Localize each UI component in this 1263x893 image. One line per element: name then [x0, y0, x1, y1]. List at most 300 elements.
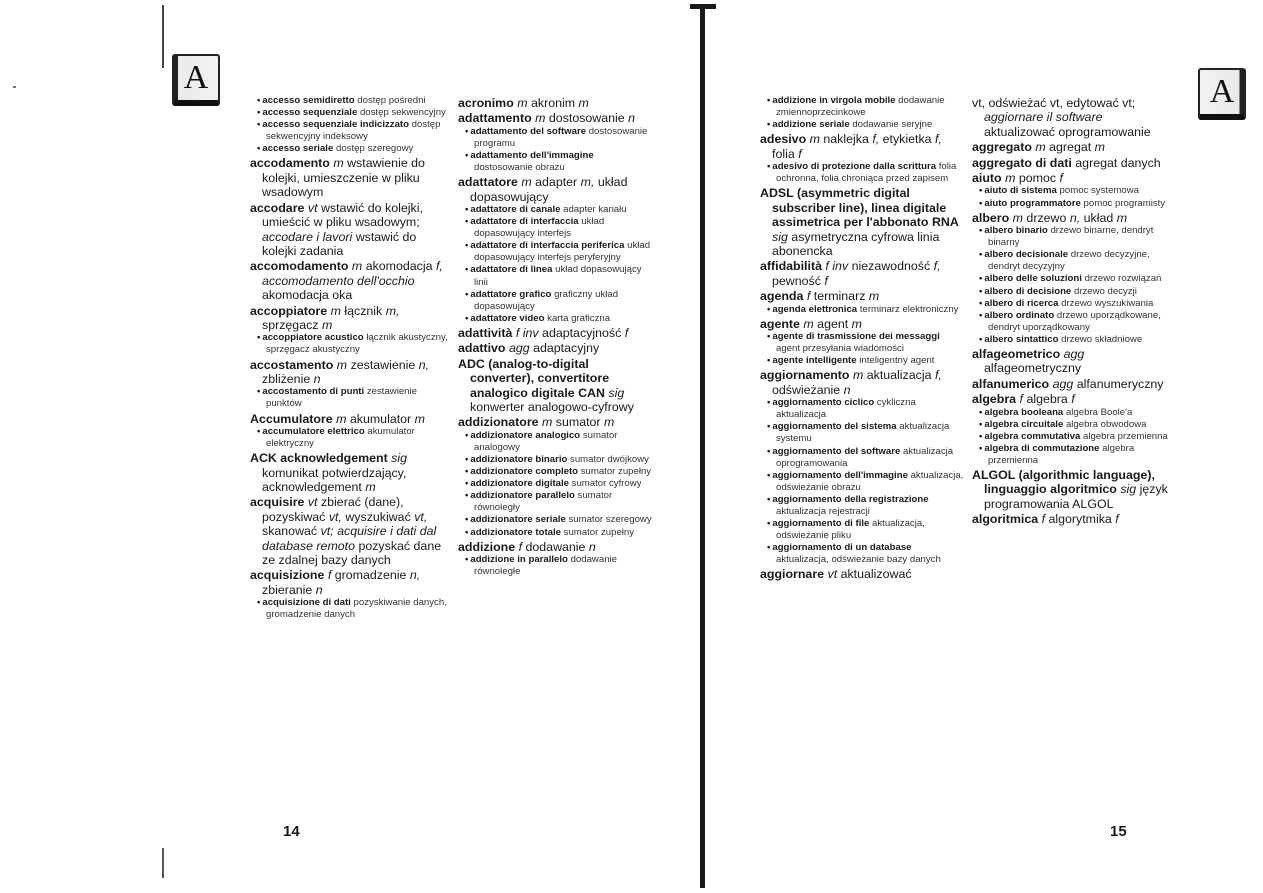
headword: addizionatore totale [470, 526, 561, 538]
headword: adattatore video [470, 312, 545, 324]
headword: addizionatore [458, 415, 539, 430]
subentry [972, 334, 1172, 346]
translation: drzewo [1026, 210, 1067, 225]
translation: niezawodność [851, 259, 931, 274]
headword: addizione in parallelo [470, 554, 568, 566]
translation: aktualizacja, odświeżanie obrazu [776, 469, 964, 493]
dictionary-entry [458, 175, 653, 204]
headword: adattamento del software [470, 125, 587, 137]
dictionary-entry [760, 186, 965, 258]
subentry-bullet: • [257, 95, 261, 106]
page-edge-rule-bottom [162, 848, 164, 878]
headword: ACK acknowledgement [250, 451, 388, 466]
subentry-bullet: • [767, 355, 771, 367]
grammar-label: n, [1069, 210, 1081, 225]
dictionary-entry [250, 358, 450, 387]
dictionary-entry [458, 415, 653, 429]
headword: ADSL (asymmetric digital subscriber line), linea digitale assimetrica per l'abbonato RNA [760, 186, 959, 230]
dictionary-entry [250, 451, 450, 494]
translation: akumulator [349, 411, 412, 426]
grammar-label: vt [827, 567, 838, 582]
dictionary-column-2 [458, 95, 653, 578]
grammar-label: m [604, 415, 615, 430]
grammar-label: f [1059, 171, 1063, 186]
dictionary-entry [760, 259, 965, 288]
grammar-label: m [535, 111, 546, 126]
subentry [760, 446, 965, 470]
grammar-label: f, [872, 132, 880, 147]
dictionary-column-1 [250, 95, 450, 621]
subentry-bullet: • [465, 526, 469, 538]
translation: dostęp sekwencyjny indeksowy [266, 119, 441, 143]
translation: akomodacja [365, 259, 433, 274]
headword: accostamento [250, 357, 334, 372]
grammar-label: f [798, 146, 802, 161]
translation: adapter [535, 175, 578, 190]
subentry-bullet: • [465, 466, 469, 478]
subentry-bullet: • [465, 312, 469, 324]
headword: adattatore grafico [470, 288, 552, 300]
headword: agenda [760, 289, 804, 304]
translation: język programowania ALGOL [984, 482, 1168, 511]
headword: addizione [458, 539, 516, 554]
subentry [760, 397, 965, 421]
grammar-label: m [803, 316, 814, 331]
subentry [760, 542, 965, 566]
grammar-label: m [868, 289, 880, 304]
headword: addizionatore parallelo [470, 490, 575, 502]
headword: addizione in virgola mobile [772, 95, 896, 106]
subentry-bullet: • [257, 143, 261, 155]
headword: Accumulatore [250, 411, 333, 426]
translation: alfanumeryczny [1076, 376, 1164, 391]
subentry-bullet: • [767, 331, 771, 343]
page-number-right: 15 [1110, 823, 1127, 840]
translation: komunikat potwierdzający, acknowledgement [262, 465, 407, 494]
translation: gromadzenie [334, 568, 407, 583]
subentry-bullet: • [465, 429, 469, 441]
translation: algebra obwodowa [1065, 418, 1147, 430]
translation: odświeżanie [772, 382, 841, 397]
translation: dodawanie seryjne [852, 119, 933, 131]
grammar-label: vt, [414, 509, 428, 524]
translation: aktualizacja, odświeżanie pliku [776, 518, 925, 542]
headword: aggiornamento del software [772, 445, 901, 457]
dictionary-entry [458, 540, 653, 554]
translation: wstawić do kolejki, umieścić w pliku wsadowym; [262, 200, 423, 230]
subentry-bullet: • [465, 216, 469, 228]
translation: terminarz elektroniczny [859, 303, 959, 315]
letter-tab-left: A [172, 54, 220, 106]
grammar-label: f [518, 539, 523, 554]
subentry-bullet: • [257, 107, 261, 119]
headword: adattatore di interfaccia periferica [470, 240, 625, 252]
translation: agregat danych [1075, 155, 1161, 170]
dictionary-column-3 [760, 95, 965, 582]
subentry [972, 407, 1172, 419]
headword: algebra circuitale [984, 418, 1064, 430]
dictionary-entry [250, 201, 450, 259]
subentry [458, 478, 653, 490]
headword: adattivo [458, 341, 506, 356]
grammar-label: n, [409, 568, 421, 583]
subentry-bullet: • [979, 185, 983, 197]
subentry-bullet: • [979, 430, 983, 442]
subentry [972, 419, 1172, 431]
headword: accesso sequenziale [262, 107, 358, 119]
grammar-label: m [578, 96, 589, 110]
subentry [760, 304, 965, 316]
subentry [458, 490, 653, 514]
translation: układ dopasowujący interfejs [474, 216, 605, 240]
headword: ADC (analog-to-digital converter), convertitore analogico digitale CAN [458, 356, 610, 400]
grammar-label: m [365, 479, 376, 494]
dictionary-entry [972, 96, 1172, 139]
right-page [640, 0, 1263, 893]
subentry-bullet: • [465, 264, 469, 276]
headword: adesivo di protezione dalla scrittura [772, 161, 937, 173]
headword: aggiornamento di un database [772, 542, 912, 554]
grammar-label: m [1005, 171, 1016, 186]
subentry [458, 454, 653, 466]
headword: agenda elettronica [772, 303, 858, 315]
grammar-label: f [1019, 392, 1023, 407]
grammar-label: m [542, 415, 553, 430]
grammar-label: vt [307, 200, 318, 215]
headword: adattatore [458, 175, 518, 190]
subentry [760, 470, 965, 494]
subentry-bullet: • [979, 273, 983, 285]
translation: konwerter analogowo-cyfrowy [470, 399, 634, 414]
grammar-label: vt, [328, 509, 342, 524]
subentry-bullet: • [767, 445, 771, 457]
headword: albero [972, 210, 1010, 225]
grammar-label: f [327, 568, 332, 583]
grammar-label: agg [508, 341, 530, 356]
translation: układ dopasowujący [470, 175, 628, 204]
headword: aggregato di dati [972, 155, 1072, 170]
headword: aggiornare [760, 567, 825, 582]
subentry-bullet: • [767, 493, 771, 505]
subentry-bullet: • [257, 332, 261, 344]
dictionary-entry [250, 568, 450, 597]
subentry-bullet: • [257, 425, 261, 437]
grammar-label: sig [772, 229, 788, 244]
translation: zbierać (dane), pozyskiwać [262, 495, 404, 524]
translation: dostęp pośredni [357, 95, 426, 106]
translation: adaptacyjny [533, 341, 600, 356]
headword: aiuto [972, 171, 1002, 186]
headword: addizionatore seriale [470, 514, 566, 526]
translation: algebra przemienna [988, 442, 1135, 466]
grammar-label: m [1094, 140, 1105, 155]
headword: algebra di commutazione [984, 442, 1100, 454]
dictionary-entry [458, 111, 653, 125]
dictionary-entry [458, 357, 653, 415]
dictionary-entry [972, 512, 1172, 526]
translation: sumator analogowy [474, 429, 618, 453]
dictionary-entry [760, 317, 965, 331]
translation: algebra przemienna [1083, 430, 1168, 442]
translation: zbliżenie [262, 371, 311, 386]
translation: dostosowanie [548, 111, 625, 126]
headword: aggregato [972, 140, 1032, 155]
dictionary-entry [972, 211, 1172, 225]
dictionary-entry [972, 468, 1172, 511]
translation: układ [1083, 210, 1114, 225]
headword: adattamento dell'immagine [470, 150, 594, 161]
dictionary-entry [972, 156, 1172, 170]
dictionary-entry [250, 495, 450, 567]
translation: sumator szeregowy [568, 514, 652, 526]
grammar-label: n [588, 539, 596, 554]
subentry [972, 443, 1172, 467]
subentry [760, 119, 965, 131]
headword: agente intelligente [772, 355, 857, 367]
subentry [458, 204, 653, 216]
headword: agente di trasmissione dei messaggi [772, 331, 940, 343]
subentry-bullet: • [979, 297, 983, 309]
headword: agente [760, 316, 800, 331]
grammar-label: m [517, 96, 528, 110]
page-number-left: 14 [283, 823, 300, 840]
subentry [760, 518, 965, 542]
translation: aktualizować [840, 567, 912, 582]
translation: dostęp szeregowy [335, 143, 414, 155]
grammar-label: sig [1120, 482, 1137, 497]
subentry [972, 185, 1172, 197]
subentry-bullet: • [465, 554, 469, 566]
translation: dodawanie równoległe [474, 554, 618, 578]
translation: zbieranie [262, 582, 313, 597]
headword: ALGOL (algorithmic language), linguaggio algoritmico [972, 468, 1155, 497]
headword: adattamento [458, 111, 532, 126]
subentry [760, 331, 965, 355]
grammar-label: m [1116, 210, 1128, 225]
headword: accumulatore elettrico [262, 425, 365, 437]
translation: agregat [1049, 140, 1092, 155]
headword: aggiornamento del sistema [772, 421, 897, 433]
dictionary-entry [458, 326, 653, 340]
example-translation: wstawić do kolejki zadania [262, 229, 417, 258]
translation: łącznik [344, 303, 383, 318]
translation: aktualizacja rejestracji [776, 505, 870, 517]
translation: skanować [262, 524, 318, 539]
subentry [250, 107, 450, 119]
subentry-bullet: • [979, 225, 983, 237]
subentry-bullet: • [767, 397, 771, 409]
headword: adesivo [760, 132, 807, 147]
subentry [458, 264, 653, 288]
headword: algebra [972, 392, 1017, 407]
headword: aggiornamento della registrazione [772, 493, 929, 505]
grammar-label: n [843, 382, 851, 397]
dictionary-entry [760, 289, 965, 303]
grammar-label: f inv [825, 259, 849, 274]
translation: sumator zupełny [563, 526, 635, 538]
translation: drzewo uporządkowane, dendryt uporządkowany [988, 309, 1161, 333]
dictionary-entry [458, 96, 653, 110]
translation: dostęp sekwencyjny [359, 107, 446, 119]
translation: sumator dwójkowy [570, 453, 649, 465]
translation: folia [772, 146, 795, 161]
subentry [972, 286, 1172, 298]
dictionary-entry [760, 132, 965, 161]
dictionary-entry [760, 567, 965, 581]
subentry [972, 198, 1172, 210]
grammar-label: m [1035, 140, 1046, 155]
grammar-label: f [806, 289, 811, 304]
translation: karta graficzna [547, 312, 611, 324]
subentry [972, 431, 1172, 443]
translation: układ dopasowujący interfejs peryferyjny [474, 240, 651, 264]
translation: sumator zupełny [580, 466, 652, 478]
translation: aktualizacja, odświeżanie bazy danych [776, 554, 941, 566]
headword: adattatore di interfaccia [470, 216, 579, 228]
headword: albero binario [984, 225, 1048, 237]
headword: accoppiatore [250, 303, 328, 318]
grammar-label: n, [418, 357, 430, 372]
subentry-bullet: • [465, 240, 469, 252]
subentry [760, 355, 965, 367]
headword: aggiornamento [760, 368, 850, 383]
subentry-bullet: • [979, 333, 983, 345]
subentry-bullet: • [767, 469, 771, 481]
subentry-bullet: • [257, 597, 261, 609]
translation: adaptacyjność [542, 325, 622, 340]
subentry-bullet: • [465, 478, 469, 490]
subentry-bullet: • [767, 161, 771, 173]
headword: alfageometrico [972, 346, 1061, 361]
subentry-bullet: • [979, 406, 983, 418]
subentry-bullet: • [465, 125, 469, 137]
headword: aggiornamento di file [772, 518, 870, 530]
subentry-bullet: • [465, 514, 469, 526]
translation: drzewo binarne, dendryt binarny [988, 225, 1154, 249]
subentry-bullet: • [979, 197, 983, 209]
subentry [458, 430, 653, 454]
subentry [458, 554, 653, 578]
translation: wstawienie do kolejki, umieszczenie w pliku wsadowym [262, 156, 425, 200]
translation: cykliczna aktualizacja [776, 397, 916, 421]
usage-example: accomodamento dell'occhio [262, 273, 415, 288]
headword: acquisizione [250, 568, 325, 583]
subentry [458, 289, 653, 313]
grammar-label: m [336, 357, 348, 372]
translation: sumator [555, 415, 601, 430]
grammar-label: m, [580, 175, 595, 190]
subentry [458, 527, 653, 539]
subentry [250, 426, 450, 450]
headword: adattatore di linea [470, 264, 553, 276]
translation: agent [817, 316, 849, 331]
subentry-bullet: • [767, 542, 771, 554]
subentry-bullet: • [767, 119, 771, 131]
headword: accostamento di punti [262, 386, 365, 398]
headword: albero decisionale [984, 249, 1069, 261]
translation: aktualizacja [866, 368, 932, 383]
grammar-label: sig [391, 451, 407, 466]
grammar-label: m, [385, 303, 400, 318]
headword: addizionatore analogico [470, 429, 581, 441]
dictionary-entry [972, 140, 1172, 154]
subentry-bullet: • [465, 490, 469, 502]
example-translation: pozyskać dane ze zdalnej bazy danych [262, 538, 442, 567]
headword: adattività [458, 325, 513, 340]
grammar-label: f, [933, 259, 941, 274]
translation: drzewo decyzyjne, dendryt decyzyjny [988, 249, 1150, 273]
grammar-label: m [414, 411, 425, 426]
subentry-bullet: • [979, 309, 983, 321]
headword: algebra commutativa [984, 430, 1081, 442]
translation: graficzny układ dopasowujący [474, 288, 619, 312]
dictionary-column-4 [972, 95, 1172, 527]
subentry [250, 119, 450, 143]
headword: accoppiatore acustico [262, 332, 364, 344]
grammar-label: m [809, 132, 820, 147]
grammar-label: m [330, 303, 341, 318]
dictionary-entry [458, 341, 653, 355]
grammar-label: f [624, 325, 629, 340]
grammar-label: m [351, 259, 363, 274]
translation: układ dopasowujący linii [474, 264, 642, 288]
headword: albero di decisione [984, 285, 1072, 297]
grammar-label: m [851, 316, 862, 331]
subentry [760, 161, 965, 185]
grammar-label: f [1071, 392, 1075, 407]
usage-example: accodare i lavori [262, 229, 353, 244]
translation: zestawienie punktów [266, 386, 417, 410]
subentry-bullet: • [767, 518, 771, 530]
grammar-label: m [1012, 210, 1023, 225]
grammar-label: m [336, 411, 347, 426]
subentry-bullet: • [767, 95, 771, 106]
translation: dostosowanie obrazu [474, 162, 565, 174]
subentry-bullet: • [465, 150, 469, 161]
headword: albero delle soluzioni [984, 273, 1082, 285]
subentry-bullet: • [257, 386, 261, 398]
translation: drzewo rozwiązań [1084, 273, 1162, 285]
subentry [760, 421, 965, 445]
example-translation: aktualizować oprogramowanie [984, 124, 1151, 139]
grammar-label: agg [1063, 346, 1085, 361]
headword: addizionatore binario [470, 453, 568, 465]
grammar-label: vt; [320, 524, 334, 539]
dictionary-entry [972, 377, 1172, 391]
grammar-label: f, [435, 259, 443, 274]
translation: pomoc [1018, 171, 1057, 186]
translation: pomoc programisty [1083, 197, 1166, 209]
translation: dodawanie zmiennoprzecinkowe [776, 95, 945, 119]
usage-example: aggiornare il software [984, 110, 1103, 125]
translation: pomoc systemowa [1059, 185, 1139, 197]
grammar-label: f [824, 273, 828, 288]
grammar-label: f inv [515, 325, 539, 340]
grammar-label: vt [307, 495, 318, 510]
grammar-label: agg [1052, 376, 1074, 391]
translation: folia ochronna, folia chroniąca przed zapisem [776, 161, 957, 185]
headword: algoritmica [972, 512, 1039, 527]
dictionary-entry [760, 368, 965, 397]
page-edge-rule [162, 5, 164, 68]
subentry [250, 597, 450, 621]
headword: accodamento [250, 156, 330, 171]
headword: aggiornamento dell'immagine [772, 469, 908, 481]
translation: pewność [772, 273, 821, 288]
headword: accesso semidiretto [262, 95, 355, 106]
grammar-label: m [521, 175, 532, 190]
translation: algebra [1026, 392, 1068, 407]
